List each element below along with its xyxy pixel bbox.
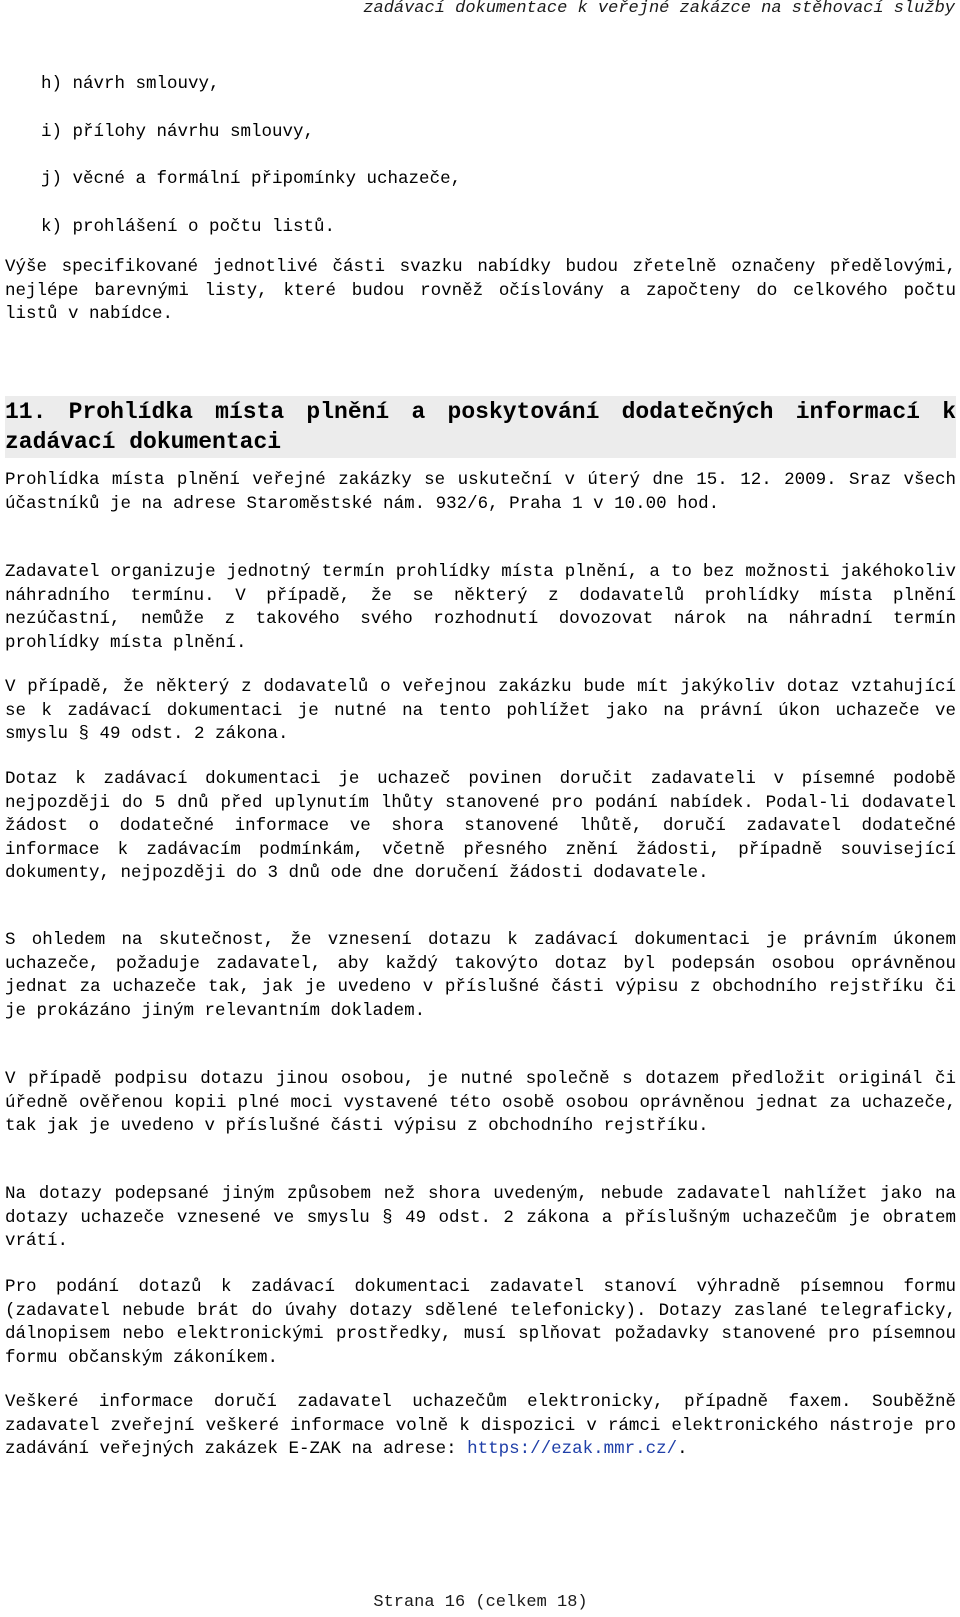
paragraph-proxy: V případě podpisu dotazu jinou osobou, je nutné společně s dotazem předložit originál či úředně ověřenou kopii plné moci vystavené této osobě osobou oprávněnou jednat za uchazeče, tak jak je uvedeno v příslušné části výpisu z obchodního rejstříku. bbox=[5, 1069, 956, 1137]
running-header: zadávací dokumentace k veřejné zakázce na stěhovací služby bbox=[363, 0, 955, 18]
link-trailing-period: . bbox=[677, 1439, 688, 1460]
section-heading: 11. Prohlídka místa plnění a poskytování dodatečných informací k zadávací dokumentaci bbox=[5, 396, 956, 458]
list-item: i) přílohy návrhu smlouvy, bbox=[41, 121, 315, 142]
list-item: h) návrh smlouvy, bbox=[41, 74, 220, 94]
list-item: k) prohlášení o počtu listů. bbox=[41, 216, 336, 237]
ezak-link[interactable]: https://ezak.mmr.cz/ bbox=[467, 1439, 678, 1460]
electronic-info-text: Veškeré informace doručí zadavatel uchazečům elektronicky, případně faxem. Souběžně zadavatel zveřejní veškeré informace volně k dispozici v rámci elektronického nástroje pro zadávání veřejných zakázek E-ZAK na adrese: bbox=[5, 1392, 956, 1460]
paragraph-single-term: Zadavatel organizuje jednotný termín prohlídky místa plnění, a to bez možnosti jakéhokoliv náhradního termínu. V případě, že se některý z dodavatelů prohlídky místa plnění nezúčastní, nemůže z takového svého rozhodnutí dovozovat nárok na náhradní termín prohlídky místa plnění. bbox=[5, 562, 956, 653]
paragraph-invalid-questions: Na dotazy podepsané jiným způsobem než shora uvedeným, nebude zadavatel nahlížet jako na dotazy uchazeče vznesené ve smyslu § 49 odst. 2 zákona a příslušným uchazečům je obratem vrátí. bbox=[5, 1184, 956, 1252]
paragraph-question-deadline: Dotaz k zadávací dokumentaci je uchazeč povinen doručit zadavateli v písemné podobě nejpozději do 5 dnů před uplynutím lhůty stanovené pro podání nabídek. Podal-li dodavatel žádost o dodatečné informace ve shora stanovené lhůtě, doručí zadavatel dodatečné informace k zadávacím podmínkám, včetně přesného znění žádosti, případně související dokumenty, nejpozději do 3 dnů ode dne doručení žádosti dodavatele. bbox=[5, 769, 956, 884]
page-footer: Strana 16 (celkem 18) bbox=[373, 1593, 588, 1612]
paragraph-site-visit: Prohlídka místa plnění veřejné zakázky se uskuteční v úterý dne 15. 12. 2009. Sraz všech účastníků je na adrese Staroměstské nám. 932/6, Praha 1 v 10.00 hod. bbox=[5, 470, 956, 514]
intro-paragraph: Výše specifikované jednotlivé části svazku nabídky budou zřetelně označeny předělovými, nejlépe barevnými listy, které budou rovněž očíslovány a započteny do celkového počtu listů v nabídce. bbox=[5, 257, 956, 325]
attachment-list bbox=[41, 74, 461, 264]
paragraph-electronic-info bbox=[5, 1391, 956, 1462]
paragraph-signature: S ohledem na skutečnost, že vznesení dotazu k zadávací dokumentaci je právním úkonem uchazeče, požaduje zadavatel, aby každý takovýto dotaz byl podepsán osobou oprávněnou jednat za uchazeče tak, jak je uvedeno v příslušné části výpisu z obchodního rejstříku či je prokázáno jiným relevantním dokladem. bbox=[5, 930, 956, 1021]
paragraph-written-form: Pro podání dotazů k zadávací dokumentaci zadavatel stanoví výhradně písemnou formu (zadavatel nebude brát do úvahy dotazy sdělené telefonicky). Dotazy zaslané telegraficky, dálnopisem nebo elektronickými prostředky, musí splňovat požadavky stanovené pro písemnou formu občanským zákoníkem. bbox=[5, 1277, 956, 1368]
list-item: j) věcné a formální připomínky uchazeče, bbox=[41, 169, 462, 189]
paragraph-question-legal: V případě, že některý z dodavatelů o veřejnou zakázku bude mít jakýkoliv dotaz vztahující se k zadávací dokumentaci je nutné na tento pohlížet jako na právní úkon uchazeče ve smyslu § 49 odst. 2 zákona. bbox=[5, 677, 956, 745]
